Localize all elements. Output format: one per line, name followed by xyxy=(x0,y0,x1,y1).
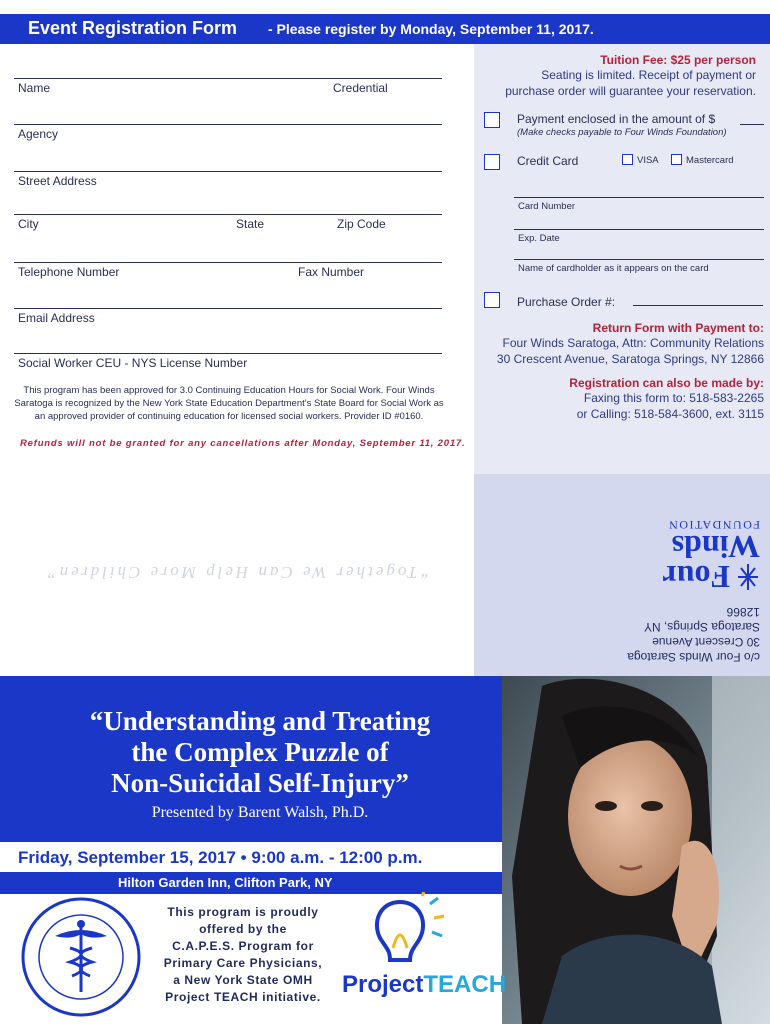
street-line[interactable] xyxy=(14,171,442,172)
amount-line[interactable] xyxy=(740,124,764,125)
fax-label: Fax Number xyxy=(298,265,365,279)
card-number-line[interactable] xyxy=(514,197,764,198)
agency-line[interactable] xyxy=(14,124,442,125)
blurb-line-4: Primary Care Physicians, xyxy=(163,956,323,970)
mailer-address-4: 12866 xyxy=(726,605,760,619)
project-teach-logo xyxy=(340,892,507,1018)
mastercard-label: Mastercard xyxy=(686,155,734,166)
agency-label: Agency xyxy=(18,127,59,141)
mastercard-checkbox[interactable] xyxy=(671,154,682,165)
cardholder-line[interactable] xyxy=(514,259,764,260)
seating-note-1: Seating is limited. Receipt of payment or xyxy=(541,68,756,82)
blurb-line-6: Project TEACH initiative. xyxy=(165,990,321,1004)
payment-enclosed-label: Payment enclosed in the amount of $ xyxy=(517,112,716,126)
register-deadline: - Please register by Monday, September 11, 2017. xyxy=(268,21,594,37)
alt-registration-heading: Registration can also be made by: xyxy=(569,376,764,390)
visa-label: VISA xyxy=(637,155,659,166)
cardholder-label: Name of cardholder as it appears on the card xyxy=(518,263,709,274)
ceu-line[interactable] xyxy=(14,353,442,354)
phone-label: Telephone Number xyxy=(18,265,120,279)
capes-seal xyxy=(20,896,142,1018)
ceu-label: Social Worker CEU - NYS License Number xyxy=(18,356,248,370)
purchase-order-line[interactable] xyxy=(633,305,763,306)
caduceus-seal-icon xyxy=(20,896,142,1018)
checks-payable-note: (Make checks payable to Four Winds Foundation) xyxy=(517,127,727,138)
card-number-label: Card Number xyxy=(518,201,576,212)
logo-four: Four xyxy=(662,559,730,595)
visa-checkbox[interactable] xyxy=(622,154,633,165)
logo-foundation: FOUNDATION xyxy=(667,518,760,532)
event-title-line-2: the Complex Puzzle of xyxy=(131,737,389,767)
logo-winds: Winds xyxy=(671,529,760,565)
four-winds-logo xyxy=(560,517,760,595)
event-title-line-3: Non-Suicidal Self-Injury” xyxy=(111,768,409,798)
state-label: State xyxy=(236,217,265,231)
name-label: Name xyxy=(18,81,51,95)
credential-label: Credential xyxy=(333,81,388,95)
form-header-bar xyxy=(0,14,770,44)
mailer-address-3: Saratoga Springs, NY xyxy=(643,620,760,634)
payment-enclosed-checkbox[interactable] xyxy=(484,112,500,128)
email-label: Email Address xyxy=(18,311,95,325)
credit-card-checkbox[interactable] xyxy=(484,154,500,170)
refund-policy: Refunds will not be granted for any cancellations after Monday, September 11, 2017. xyxy=(20,438,466,449)
blurb-line-1: This program is proudly xyxy=(167,905,319,919)
wind-star-icon xyxy=(736,562,760,592)
return-address-block xyxy=(560,494,760,664)
ce-approval-note: This program has been approved for 3.0 Continuing Education Hours for Social Work. Four Winds Saratoga is recognized by the New York State Education Department's State Board for Social Work as an approved provider of continuing education for licensed social workers. Provider ID #0160. xyxy=(14,385,444,422)
lightbulb-icon xyxy=(340,892,490,972)
purchase-order-label: Purchase Order #: xyxy=(517,295,616,309)
blurb-line-2: offered by the xyxy=(199,922,287,936)
phone-line[interactable] xyxy=(14,262,442,263)
blurb-line-3: C.A.P.E.S. Program for xyxy=(172,939,314,953)
return-address-1: Four Winds Saratoga, Attn: Community Relations xyxy=(502,336,764,350)
event-banner xyxy=(0,676,502,842)
city-label: City xyxy=(18,217,39,231)
return-heading: Return Form with Payment to: xyxy=(592,321,764,335)
zip-label: Zip Code xyxy=(337,217,386,231)
cover-photo xyxy=(502,676,770,1024)
blurb-line-5: a New York State OMH xyxy=(173,973,313,987)
seating-note-2: purchase order will guarantee your reservation. xyxy=(505,84,756,98)
project-teach-wordmark xyxy=(342,972,506,998)
presenter: Presented by Barent Walsh, Ph.D. xyxy=(151,804,369,821)
mailer-address-1: c/o Four Winds Saratoga xyxy=(627,650,760,664)
project-word: Project xyxy=(342,971,424,998)
credit-card-label: Credit Card xyxy=(517,154,579,168)
form-title: Event Registration Form xyxy=(28,18,238,38)
exp-date-label: Exp. Date xyxy=(518,233,560,244)
mailer-address-2: 30 Crescent Avenue xyxy=(652,635,760,649)
purchase-order-checkbox[interactable] xyxy=(484,292,500,308)
tuition-fee: Tuition Fee: $25 per person xyxy=(600,53,756,67)
teach-word: TEACH xyxy=(423,971,507,998)
call-info: or Calling: 518-584-3600, ext. 3115 xyxy=(576,407,764,421)
event-title-line-1: “Understanding and Treating xyxy=(89,706,431,736)
exp-date-line[interactable] xyxy=(514,229,764,230)
event-venue: Hilton Garden Inn, Clifton Park, NY xyxy=(118,875,333,890)
email-line[interactable] xyxy=(14,308,442,309)
event-title xyxy=(20,706,500,799)
slogan: “Together We Can Help More Children” xyxy=(44,563,430,582)
date-bar xyxy=(0,842,502,872)
sponsor-blurb xyxy=(150,904,336,1006)
street-label: Street Address xyxy=(18,174,97,188)
fax-info: Faxing this form to: 518-583-2265 xyxy=(583,391,764,405)
city-line[interactable] xyxy=(14,214,442,215)
event-date-time: Friday, September 15, 2017 • 9:00 a.m. - 12:00 p.m. xyxy=(18,848,423,867)
return-address-2: 30 Crescent Avenue, Saratoga Springs, NY 12866 xyxy=(496,352,764,366)
venue-bar xyxy=(0,872,502,894)
name-line[interactable] xyxy=(14,78,442,79)
